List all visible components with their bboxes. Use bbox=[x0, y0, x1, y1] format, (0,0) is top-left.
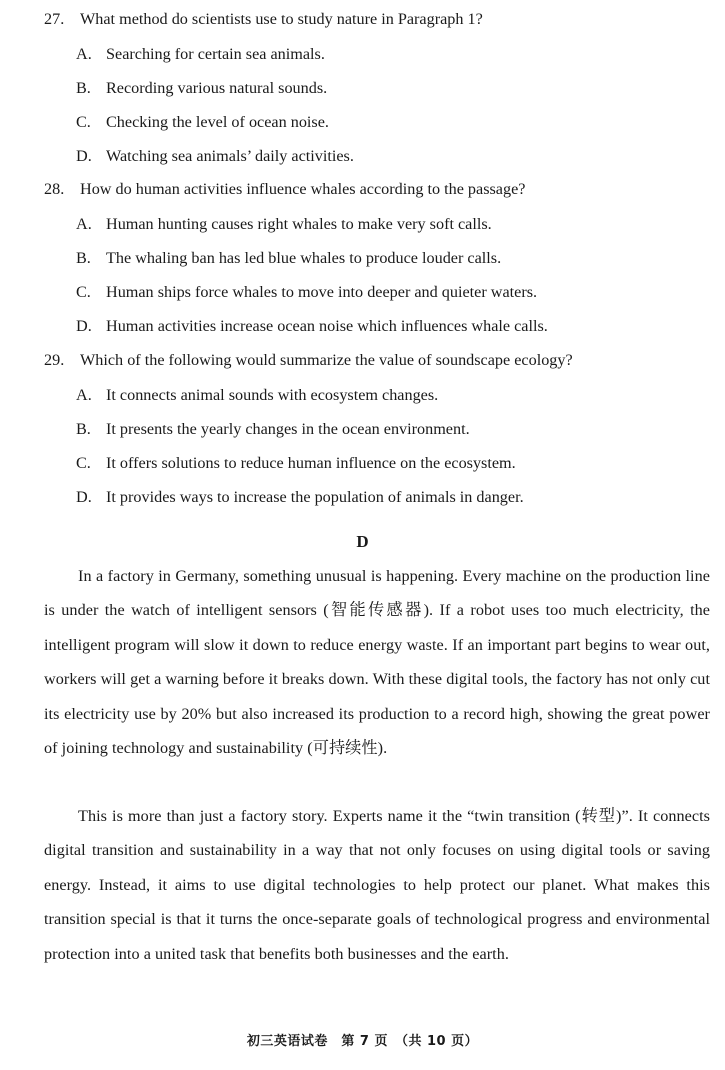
option-letter: D. bbox=[76, 488, 92, 506]
question-27-option-d bbox=[76, 145, 701, 167]
question-27-option-b bbox=[76, 77, 701, 99]
question-29 bbox=[44, 349, 701, 371]
option-letter: D. bbox=[76, 317, 92, 335]
question-number: 28. bbox=[44, 180, 65, 198]
question-29-option-d bbox=[76, 486, 701, 508]
question-number: 29. bbox=[44, 351, 65, 369]
option-text: Human activities increase ocean noise which influences whale calls. bbox=[106, 317, 548, 335]
question-number: 27. bbox=[44, 10, 65, 28]
option-letter: A. bbox=[76, 215, 92, 233]
question-29-option-b bbox=[76, 418, 701, 440]
option-text: Human hunting causes right whales to make very soft calls. bbox=[106, 215, 492, 233]
option-letter: C. bbox=[76, 113, 91, 131]
option-text: It presents the yearly changes in the ocean environment. bbox=[106, 420, 470, 438]
option-text: Watching sea animals’ daily activities. bbox=[106, 147, 354, 165]
page-footer: 初三英语试卷 第 7 页 （共 10 页） bbox=[246, 1034, 479, 1049]
question-text: How do human activities influence whales according to the passage? bbox=[80, 180, 526, 198]
question-27-option-a bbox=[76, 43, 701, 65]
question-29-option-a bbox=[76, 384, 701, 406]
question-28 bbox=[44, 178, 701, 200]
option-letter: C. bbox=[76, 283, 91, 301]
section-heading: D bbox=[356, 532, 369, 551]
option-letter: B. bbox=[76, 420, 91, 438]
option-text: Human ships force whales to move into deeper and quieter waters. bbox=[106, 283, 538, 301]
option-letter: A. bbox=[76, 386, 92, 404]
question-27 bbox=[44, 8, 701, 30]
option-letter: A. bbox=[76, 45, 92, 63]
option-letter: B. bbox=[76, 79, 91, 97]
question-28-option-c bbox=[76, 281, 701, 303]
option-text: It connects animal sounds with ecosystem changes. bbox=[106, 386, 439, 404]
option-text: Recording various natural sounds. bbox=[106, 79, 328, 97]
option-text: The whaling ban has led blue whales to produce louder calls. bbox=[106, 249, 502, 267]
question-28-option-b bbox=[76, 247, 701, 269]
option-letter: C. bbox=[76, 454, 91, 472]
question-28-option-a bbox=[76, 213, 701, 235]
question-29-option-c bbox=[76, 452, 701, 474]
question-28-option-d bbox=[76, 315, 701, 337]
option-text: It provides ways to increase the population of animals in danger. bbox=[106, 488, 524, 506]
option-text: Checking the level of ocean noise. bbox=[106, 113, 329, 131]
option-text: Searching for certain sea animals. bbox=[106, 45, 325, 63]
option-letter: D. bbox=[76, 147, 92, 165]
option-letter: B. bbox=[76, 249, 91, 267]
question-text: What method do scientists use to study nature in Paragraph 1? bbox=[80, 10, 483, 28]
question-text: Which of the following would summarize the value of soundscape ecology? bbox=[80, 351, 573, 369]
option-text: It offers solutions to reduce human influence on the ecosystem. bbox=[106, 454, 516, 472]
passage-paragraph-2: This is more than just a factory story. Experts name it the “twin transition (转型)”. It connects digital transition and sustainability in a way that not only focuses on using digital tools or saving energy. Instead, it aims to use digital technologies to help protect our planet. What makes this transition special is that it turns the once-separate goals of technological progress and environmental protection into a united task that benefits both businesses and the earth. bbox=[44, 807, 710, 963]
question-27-option-c bbox=[76, 111, 701, 133]
passage-paragraph-1: In a factory in Germany, something unusual is happening. Every machine on the production line is under the watch of intelligent sensors (智能传感器). If a robot uses too much electricity, the intelligent program will slow it down to reduce energy waste. If an important part begins to wear out, workers will get a warning before it breaks down. With these digital tools, the factory has not only cut its electricity use by 20% but also increased its production to a record high, showing the great power of joining technology and sustainability (可持续性). bbox=[44, 567, 710, 758]
